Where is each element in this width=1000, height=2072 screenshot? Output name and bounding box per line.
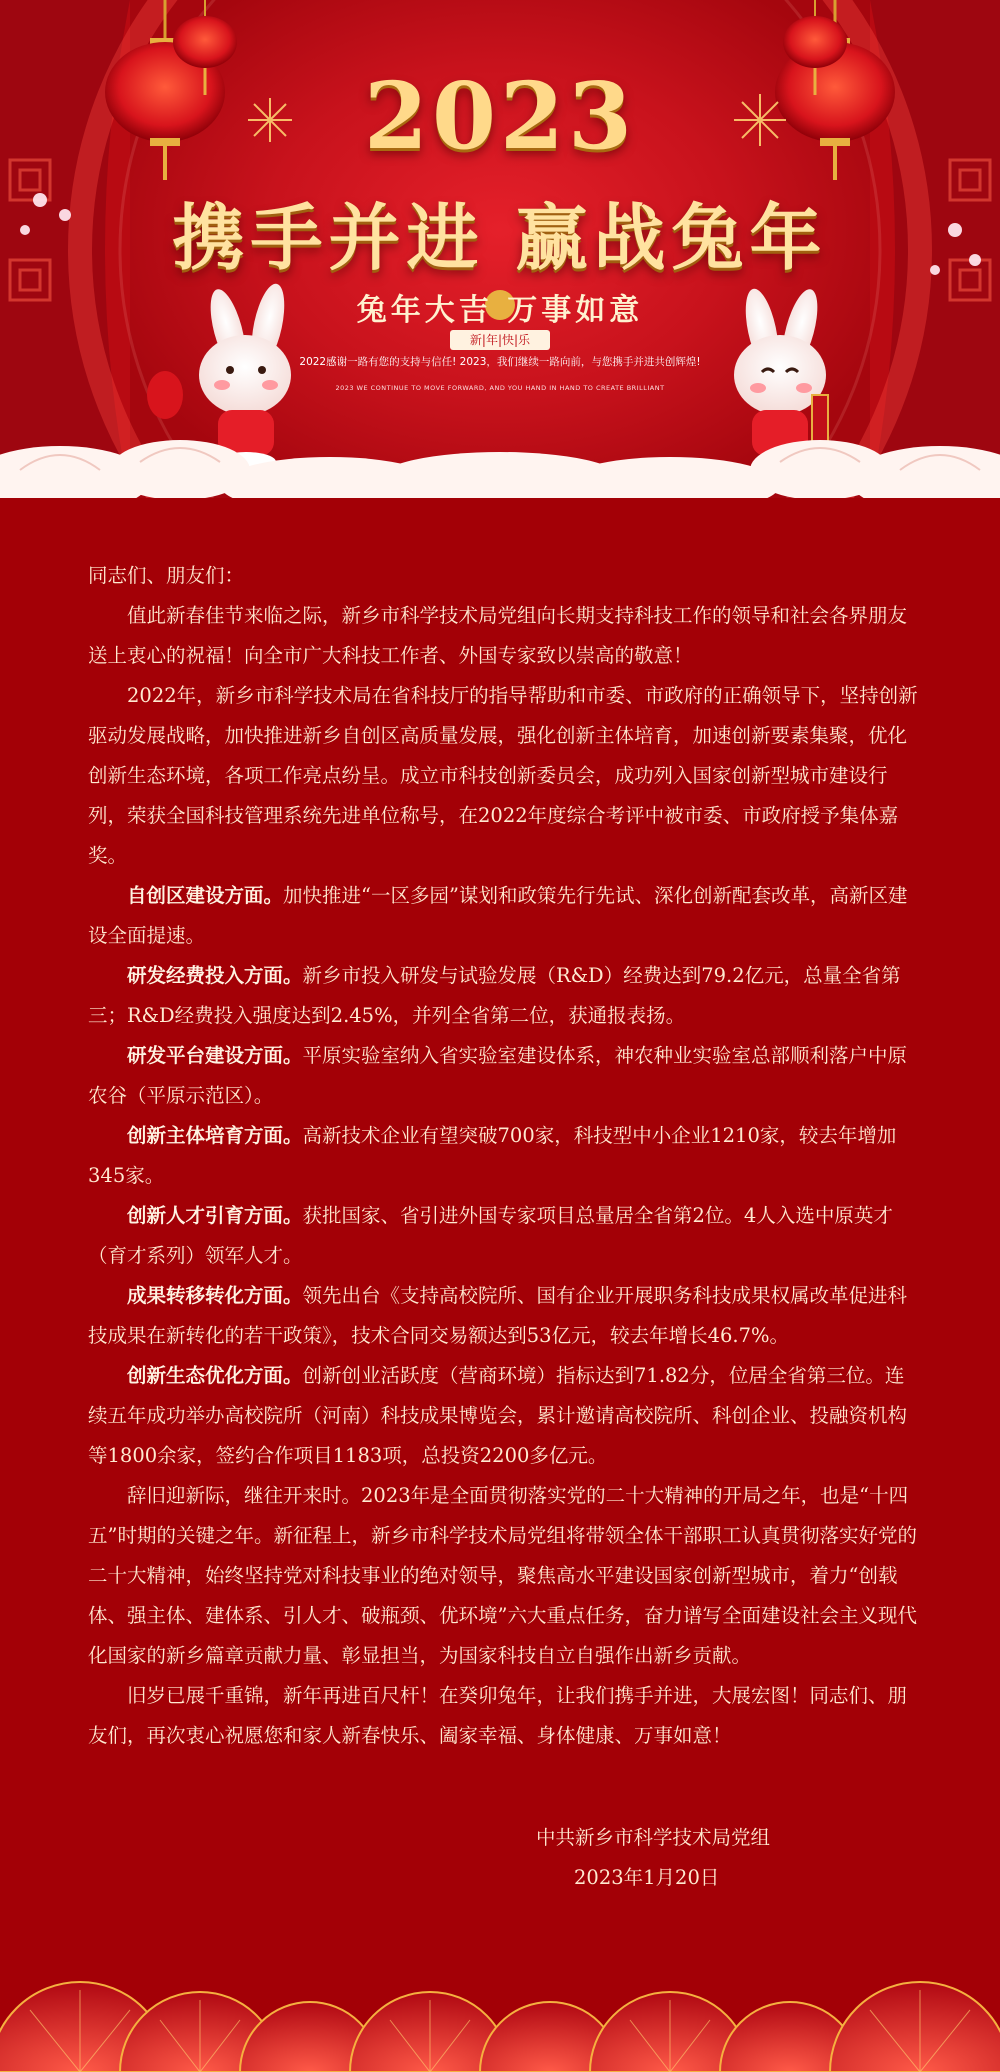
achievement-title: 成果转移转化方面。 <box>127 1284 303 1307</box>
achievement-title: 创新人才引育方面。 <box>127 1204 303 1227</box>
achievement-title: 研发经费投入方面。 <box>127 964 303 987</box>
signature-date: 2023年1月20日 <box>574 1866 720 1889</box>
achievement-item <box>88 1196 918 1276</box>
signature-org: 中共新乡市科学技术局党组 <box>536 1826 771 1849</box>
banner-slogan: 携手并进 赢战兔年 <box>172 195 828 280</box>
letter-salutation: 同志们、朋友们： <box>88 564 245 587</box>
banner-tagline-en: 2023 WE CONTINUE TO MOVE FORWARD, AND YOU HAND IN HAND TO CREATE BRILLIANT <box>335 384 665 392</box>
achievement-title: 创新生态优化方面。 <box>127 1364 303 1387</box>
achievement-title: 研发平台建设方面。 <box>127 1044 303 1067</box>
banner-year: 2023 <box>363 62 637 170</box>
footer-decoration <box>0 1960 1000 2072</box>
banner-pill: 新|年|快|乐 <box>450 330 550 350</box>
letter-body <box>88 556 918 1756</box>
achievement-item <box>88 1276 918 1356</box>
letter-summary: 2022年，新乡市科学技术局在省科技厅的指导帮助和市委、市政府的正确领导下，坚持创新驱动发展战略，加快推进新乡自创区高质量发展，强化创新主体培育，加速创新要素集聚，优化创新生态环境，各项工作亮点纷呈。成立市科技创新委员会，成功列入国家创新型城市建设行列，荣获全国科技管理系统先进单位称号，在2022年度综合考评中被市委、市政府授予集体嘉奖。 <box>88 684 918 867</box>
letter-closing: 旧岁已展千重锦，新年再进百尺杆！在癸卯兔年，让我们携手并进，大展宏图！同志们、朋友们，再次衷心祝愿您和家人新春快乐、阖家幸福、身体健康、万事如意！ <box>88 1684 908 1747</box>
achievement-item <box>88 1116 918 1196</box>
letter-intro: 值此新春佳节来临之际，新乡市科学技术局党组向长期支持科技工作的领导和社会各界朋友送上衷心的祝福！向全市广大科技工作者、外国专家致以崇高的敬意！ <box>88 604 908 667</box>
achievement-title: 自创区建设方面。 <box>127 884 284 907</box>
achievement-item <box>88 1036 918 1116</box>
achievement-text: 平原实验室纳入省实验室建设体系，神农种业实验室总部顺利落户中原农谷（平原示范区）。 <box>88 1044 908 1107</box>
achievement-text: 高新技术企业有望突破700家，科技型中小企业1210家，较去年增加345家。 <box>88 1124 897 1187</box>
achievement-item <box>88 876 918 956</box>
achievement-text: 领先出台《支持高校院所、国有企业开展职务科技成果权属改革促进科技成果在新转化的若干政策》，技术合同交易额达到53亿元，较去年增长46.7%。 <box>88 1284 908 1347</box>
letter-outlook: 辞旧迎新际，继往开来时。2023年是全面贯彻落实党的二十大精神的开局之年，也是“十四五”时期的关键之年。新征程上，新乡市科学技术局党组将带领全体干部职工认真贯彻落实好党的二十大精神，始终坚持党对科技事业的绝对领导，聚焦高水平建设国家创新型城市，着力“创载体、强主体、建体系、引人才、破瓶颈、优环境”六大重点任务，奋力谱写全面建设社会主义现代化国家的新乡篇章贡献力量、彰显担当，为国家科技自立自强作出新乡贡献。 <box>88 1484 917 1667</box>
achievement-text: 创新创业活跃度（营商环境）指标达到71.82分，位居全省第三位。连续五年成功举办高校院所（河南）科技成果博览会，累计邀请高校院所、科创企业、投融资机构等1800余家，签约合作项目1183项，总投资2200多亿元。 <box>88 1364 908 1467</box>
achievement-text: 加快推进“一区多园”谋划和政策先行先试、深化创新配套改革，高新区建设全面提速。 <box>88 884 908 947</box>
achievement-item <box>88 1356 918 1476</box>
achievement-title: 创新主体培育方面。 <box>127 1124 303 1147</box>
achievement-text: 新乡市投入研发与试验发展（R&D）经费达到79.2亿元，总量全省第三；R&D经费投入强度达到2.45%，并列全省第二位，获通报表扬。 <box>88 964 901 1027</box>
achievement-text: 获批国家、省引进外国专家项目总量居全省第2位。4人入选中原英才（育才系列）领军人才。 <box>88 1204 893 1267</box>
achievement-item <box>88 956 918 1036</box>
banner-wish: 兔年大吉 万事如意 <box>356 293 644 328</box>
banner-tagline-cn: 2022感谢一路有您的支持与信任! 2023，我们继续一路向前，与您携手并进共创辉煌! <box>299 356 701 368</box>
new-year-banner <box>0 0 1000 498</box>
